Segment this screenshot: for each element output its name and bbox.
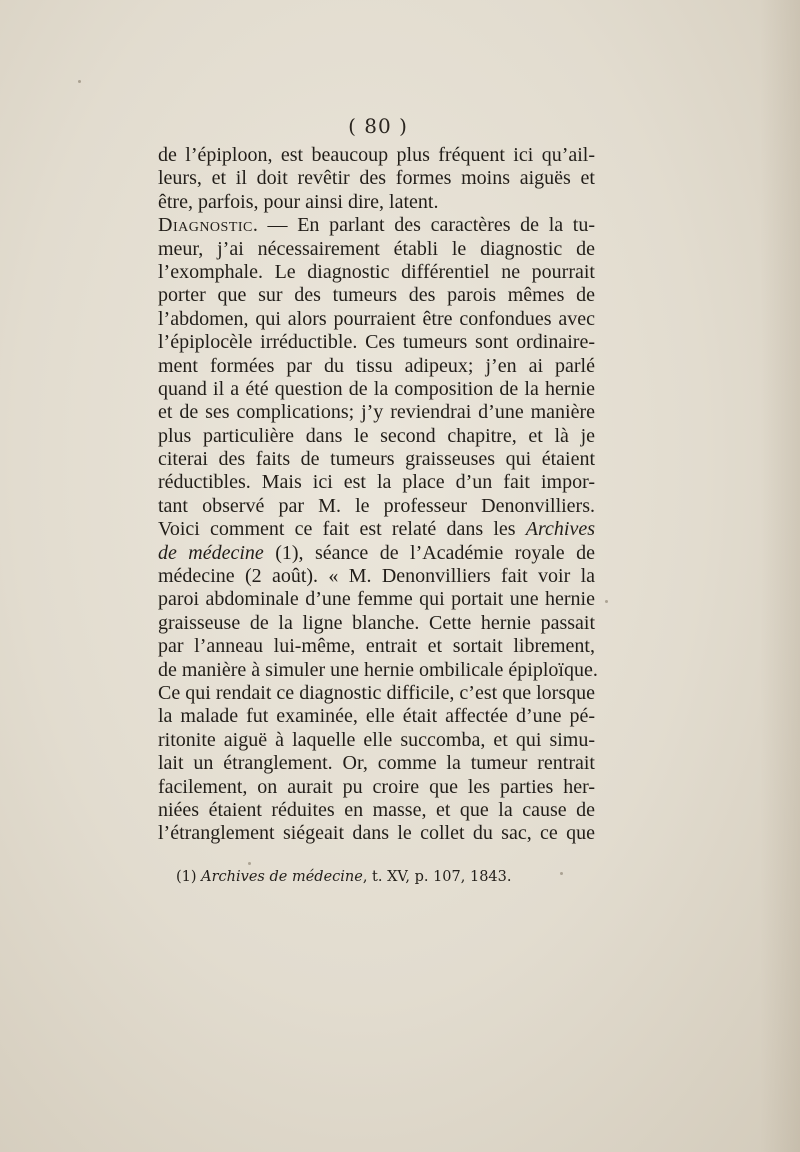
body-text (158, 144, 598, 846)
text-line (158, 144, 595, 167)
page-number: ( 80 ) (348, 114, 408, 138)
text-line (158, 729, 595, 752)
text-line (158, 167, 595, 190)
text-segment: de l’épiploon, est beaucoup plus fréquent ici qu’ail- (158, 144, 595, 166)
text-segment: leurs, et il doit revêtir des formes moins aiguës et (158, 167, 595, 190)
text-segment: l’épiplocèle irréductible. Ces tumeurs sont ordinaire- (158, 331, 595, 354)
text-line (158, 518, 595, 541)
text-segment: graisseuse de la ligne blanche. Cette hernie passait (158, 611, 595, 634)
text-line (158, 425, 595, 448)
text-segment: de manière à simuler une hernie ombilicale épiploïque. (158, 658, 598, 681)
text-line (158, 378, 595, 401)
text-line (158, 752, 595, 775)
paper-speck (78, 80, 81, 83)
text-line (158, 238, 595, 261)
text-line (158, 565, 595, 588)
text-segment: facilement, on aurait pu croire que les parties her- (158, 775, 595, 798)
text-line (158, 261, 595, 284)
page-edge-shadow (760, 0, 800, 1152)
text-segment: paroi abdominale d’une femme qui portait une hernie (158, 588, 595, 611)
text-line (158, 776, 595, 799)
text-line (158, 542, 595, 565)
text-segment: Voici comment ce fait est relaté dans les (158, 518, 526, 541)
text-line (158, 355, 595, 378)
text-line (158, 401, 595, 424)
text-segment: plus particulière dans le second chapitre, et là je (158, 424, 595, 447)
text-line (158, 495, 595, 518)
text-line (158, 214, 595, 237)
text-line (158, 635, 595, 658)
text-line (158, 448, 595, 471)
text-segment: porter que sur des tumeurs des parois mêmes de (158, 284, 595, 307)
text-segment: citerai des faits de tumeurs graisseuses qui étaient (158, 448, 595, 471)
section-heading: Diagnostic (158, 214, 253, 237)
text-segment: l’étranglement siégeait dans le collet du sac, ce que (158, 822, 595, 845)
text-segment: la malade fut examinée, elle était affectée d’une pé- (158, 705, 595, 728)
text-segment: (1), séance de l’Académie royale de (263, 541, 595, 564)
paper-speck (605, 600, 608, 603)
text-segment: être, parfois, pour ainsi dire, latent. (158, 190, 439, 213)
paper-speck (248, 862, 251, 865)
text-segment: par l’anneau lui-même, entrait et sortait librement, (158, 635, 595, 658)
text-line (158, 588, 595, 611)
text-segment: et de ses complications; j’y reviendrai d’une manière (158, 401, 595, 424)
italic-text: de médecine (158, 541, 264, 564)
text-segment: l’exomphale. Le diagnostic différentiel ne pourrait (158, 260, 595, 283)
text-segment: tant observé par M. le professeur Denonvilliers. (158, 494, 595, 517)
text-segment: niées étaient réduites en masse, et que la cause de (158, 798, 595, 821)
text-segment: l’abdomen, qui alors pourraient être confondues avec (158, 307, 595, 330)
footnote-reference: , t. XV, p. 107, 1843. (362, 869, 512, 885)
footnote (176, 869, 511, 885)
text-line (158, 612, 595, 635)
text-line (158, 284, 595, 307)
text-segment: ment formées par du tissu adipeux; j’en ai parlé (158, 354, 595, 377)
text-line (158, 331, 595, 354)
text-line (158, 471, 595, 494)
text-segment: quand il a été question de la composition de la hernie (158, 377, 595, 400)
text-line (158, 799, 595, 822)
footnote-marker: (1) (176, 869, 202, 885)
text-segment: lait un étranglement. Or, comme la tumeur rentrait (158, 752, 595, 775)
paper-speck (560, 872, 563, 875)
text-line (158, 822, 595, 845)
text-line (158, 191, 595, 214)
italic-text: Archives (525, 518, 595, 541)
text-line (158, 682, 595, 705)
text-line (158, 705, 595, 728)
text-segment: meur, j’ai nécessairement établi le diagnostic de (158, 237, 595, 260)
footnote-title: Archives de médecine (201, 869, 363, 885)
text-segment: médecine (2 août). « M. Denonvilliers fait voir la (158, 565, 595, 588)
text-segment: . — En parlant des caractères de la tu- (252, 214, 595, 237)
text-line (158, 308, 595, 331)
text-segment: ritonite aiguë à laquelle elle succomba, et qui simu- (158, 728, 595, 751)
text-line (158, 658, 598, 682)
text-segment: réductibles. Mais ici est la place d’un fait impor- (158, 471, 595, 494)
text-segment: Ce qui rendait ce diagnostic difficile, c’est que lorsque (158, 681, 595, 704)
